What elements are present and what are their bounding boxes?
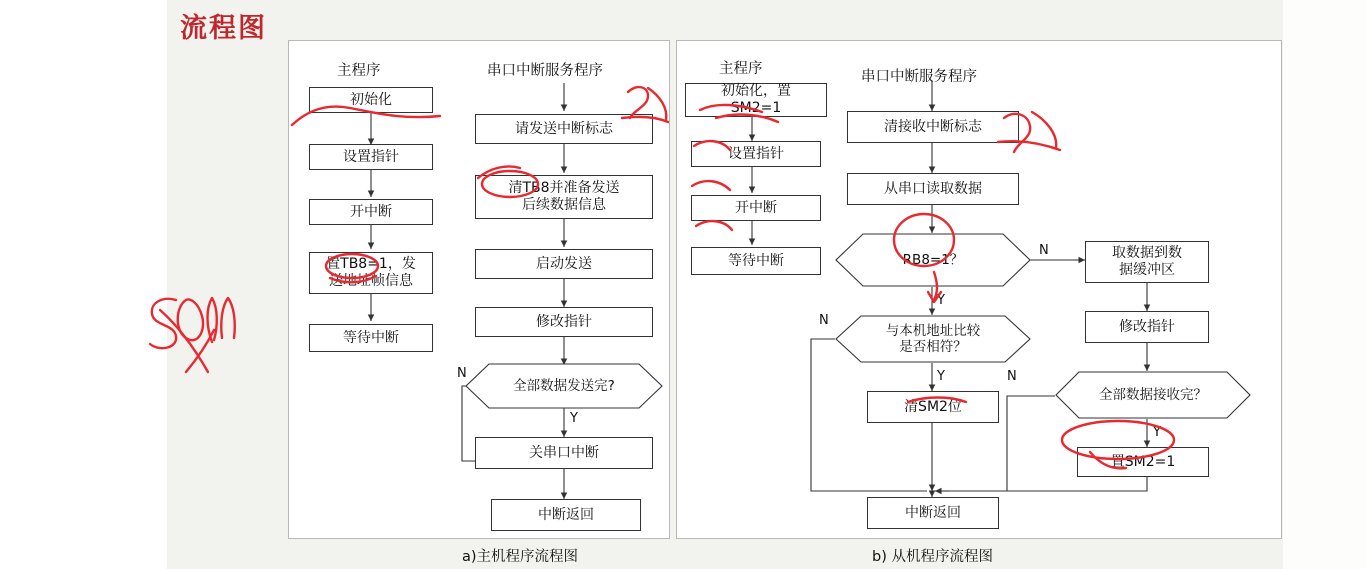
node-b2-rb8-decision: RB8=1？ xyxy=(835,233,1031,287)
node-a2-start-send: 启动发送 xyxy=(475,249,653,279)
node-b1-wait-interrupt: 等待中断 xyxy=(691,247,821,275)
node-b1-set-pointer: 设置指针 xyxy=(691,141,821,167)
node-b2-address-compare-decision: 与本机地址比较 是否相符？ xyxy=(835,315,1031,363)
panel-b-compare-yes: Y xyxy=(937,369,945,384)
node-a2-clear-tb8: 清TB8并准备发送 后续数据信息 xyxy=(475,175,653,219)
node-a1-enable-interrupt: 开中断 xyxy=(309,199,433,225)
node-b3-modify-pointer: 修改指针 xyxy=(1085,311,1209,343)
panel-b-compare-no: N xyxy=(819,313,829,328)
panel-b-rb8-no: N xyxy=(1039,243,1049,258)
node-b1-init-sm2: 初始化，置 SM2=1 xyxy=(685,83,827,117)
panel-b-rb8-yes: Y xyxy=(937,293,945,308)
page-title: 流程图 xyxy=(180,13,267,44)
panel-b-col2-header: 串口中断服务程序 xyxy=(861,69,977,85)
panel-a-col1-header: 主程序 xyxy=(337,63,381,79)
panel-b-caption: b) 从机程序流程图 xyxy=(872,549,993,565)
panel-b-recv-yes: Y xyxy=(1153,425,1161,440)
panel-a-label-n: N xyxy=(457,366,467,381)
node-b2-return: 中断返回 xyxy=(867,497,999,529)
node-b3-store-buffer: 取数据到数 据缓冲区 xyxy=(1085,241,1209,283)
flowchart-panel-b xyxy=(676,40,1282,539)
panel-b-recv-no: N xyxy=(1007,369,1017,384)
node-a1-init: 初始化 xyxy=(309,87,433,113)
node-b3-all-received-decision: 全部数据接收完？ xyxy=(1055,371,1251,419)
panel-b-col1-header: 主程序 xyxy=(719,61,763,77)
node-a2-return: 中断返回 xyxy=(491,499,641,531)
flowchart-panel-a xyxy=(288,40,670,539)
node-b1-enable-interrupt: 开中断 xyxy=(691,195,821,221)
right-white-band xyxy=(1283,0,1366,569)
node-b2-read-serial: 从串口读取数据 xyxy=(847,173,1019,205)
node-a2-close-serial-interrupt: 关串口中断 xyxy=(475,437,653,469)
node-a1-set-tb8: 置TB8=1，发 送地址帧信息 xyxy=(309,252,433,294)
node-b3-set-sm2: 置SM2=1 xyxy=(1077,447,1209,477)
node-b2-clear-rx-flag: 清接收中断标志 xyxy=(847,111,1019,143)
node-a2-all-sent-decision: 全部数据发送完? xyxy=(465,363,663,409)
node-a1-wait-interrupt: 等待中断 xyxy=(309,324,433,352)
panel-a-caption: a)主机程序流程图 xyxy=(462,549,579,565)
node-a2-modify-pointer: 修改指针 xyxy=(475,307,653,337)
left-white-band xyxy=(0,0,167,569)
node-b2-clear-sm2: 清SM2位 xyxy=(867,391,999,423)
node-a1-set-pointer: 设置指针 xyxy=(309,144,433,170)
panel-a-col2-header: 串口中断服务程序 xyxy=(487,63,603,79)
node-a2-send-flag: 请发送中断标志 xyxy=(475,114,653,144)
panel-a-label-y: Y xyxy=(570,411,578,426)
